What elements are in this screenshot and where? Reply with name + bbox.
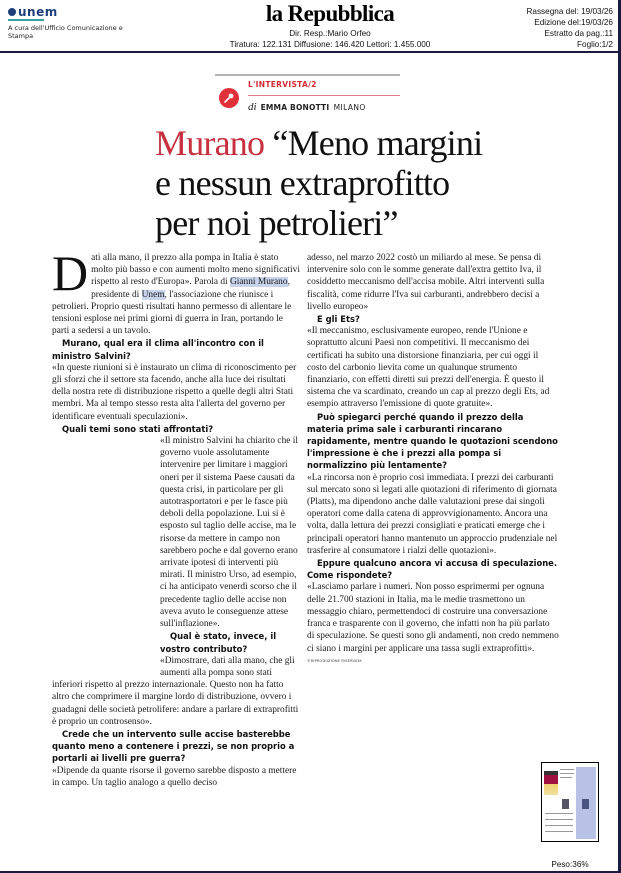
microphone-icon (219, 88, 239, 108)
article-rubric: L'INTERVISTA/2 (248, 80, 317, 89)
answer: adesso, nel marzo 2022 costò un miliardo al mese. Se pensa di intervenire solo con le somme generate dall'extra gettito Iva, il cosiddetto meccanismo dell'accisa mobile. Altri interventi sulla fiscalità, come ridurre l'Iva sui carburanti, andrebbero decisi a livello europeo» (307, 253, 545, 312)
thumb-photo (562, 799, 569, 809)
rubric-top-rule (215, 74, 400, 76)
question: Qual è stato, invece, il vostro contributo? (160, 631, 277, 654)
review-meta (527, 6, 614, 50)
circulation-line: Tiratura: 122.131 Diffusione: 146.420 Lettori: 1.455.000 (229, 40, 431, 49)
thumb-line (560, 769, 574, 770)
dateline-city: MILANO (333, 103, 366, 112)
thumb-ad-block (544, 775, 558, 795)
author-name: EMMA BONOTTI (260, 103, 330, 112)
copyright-notice: ©RIPRODUZIONE RISERVATA (307, 658, 362, 663)
question: Murano, qual era il clima all'incontro con il ministro Salvini? (52, 338, 264, 361)
lead-text: , l'associazione che riunisce i petrolieri. Proprio questi risultati hanno permesso di allentare le tensioni esplose nei primi giorni di guerra in Iran, portando le parti a sedersi a un tavolo. (52, 289, 292, 337)
article-column-2 (307, 252, 559, 667)
byline (248, 101, 366, 113)
lead-paragraph (52, 245, 302, 337)
thumb-line (545, 825, 573, 826)
microphone-glyph (223, 92, 235, 104)
question: Crede che un intervento sulle accise basterebbe quanto meno a contenere i prezzi, se non proprio a portarli ai livelli pre guerra? (52, 728, 295, 764)
review-date: Rassegna del: 19/03/26 (526, 7, 613, 16)
thumb-line (545, 831, 573, 832)
press-review-header (0, 0, 621, 53)
answer: «Il ministro Salvini ha chiarito che il governo vuole assolutamente intervenire per limitare i maggiori oneri per il sistema Paese causati da questa crisi, in particolare per gli autotrasportatori e per le fasce più deboli della popolazione. Lui si è esposto sul taglio delle accise, ma le risorse da mettere in campo non sarebbero poche e dal governo erano arrivate ipotesi di interventi più mirati. Il ministro Urso, ad esempio, ci ha anticipato venerdì scorso che il precedente taglio delle accise non aveva avuto le conseguenze attese sull'inflazione». (160, 436, 298, 630)
page-thumbnail[interactable] (541, 762, 599, 842)
answer: inferiori rispetto al prezzo internazionale. Questo non ha fatto altro che comprimere il margine lordo di distribuzione, ovvero i guadagni delle società petrolifere: andare a parlare di extraprofitti è proprio un controsenso». (52, 680, 299, 727)
byline-prefix: di (248, 101, 257, 113)
sheet-number: Foglio:1/2 (577, 40, 613, 49)
answer: «Dipende da quante risorse il governo sarebbe disposto a mettere in campo. Un taglio analogo a quello deciso (52, 765, 297, 788)
answer: «Il meccanismo, esclusivamente europeo, rende l'Unione e soprattutto alcuni Paesi non competitivi. Il meccanismo dei certificati ha subito una distorsione finanziaria, per cui oggi il costo del carbonio lievita come un qualunque strumento finanziario, con effetti diretti sui prezzi dell'energia. È questo il sistema che va scardinato, creando un cap al prezzo degli Ets, ad esempio attraverso l'emissione di quote gratuite». (307, 326, 550, 410)
article-weight: Peso:36% (551, 860, 589, 869)
thumb-line (545, 819, 573, 820)
question: Eppure qualcuno ancora vi accusa di speculazione. Come rispondete? (307, 558, 558, 581)
answer-text: «Lasciamo parlare i numeri. Non posso esprimermi per ognuna delle 21.700 stazioni in Italia, ma le medie trasmettono un messaggio chiaro, permettendoci di costruire una conversazione franca e trasparente con il governo, che infatti non ha più parlato di speculazione. Se questi sono gli andamenti, non credo nemmeno ci siano i margini per applicare una tassa sugli extraprofitti». (307, 582, 559, 654)
thumb-line (560, 777, 572, 778)
highlight-organization: Unem (141, 289, 165, 300)
edition-date: Edizione del:19/03/26 (534, 18, 613, 27)
question: E gli Ets? (317, 314, 360, 325)
headline-quote-3: per noi petrolieri” (155, 203, 398, 243)
thumb-line (560, 773, 574, 774)
newspaper-masthead: la Repubblica (265, 1, 395, 26)
thumb-line (545, 813, 573, 814)
logo-text: unem (18, 5, 58, 19)
logo-dot-icon (8, 8, 16, 16)
thumb-photo (582, 799, 589, 809)
headline-quote-1: “Meno margini (272, 123, 483, 163)
logo-caption: A cura dell'Ufficio Comunicazione e Stampa (8, 24, 123, 40)
headline-quote-2: e nessun extraprofitto (155, 163, 450, 203)
answer: «In queste riunioni si è instaurato un clima di riconoscimento per gli sforzi che il settore sta facendo, anche alla luce dei risultati della nostra rete di distribuzione rispetto a quelle degli altri Stati membri. Ma al tempo stesso resta alta l'allerta del governo per identificare eventuali speculazioni». (52, 362, 297, 422)
article-column-1 (52, 245, 302, 789)
answer (307, 581, 559, 666)
lead-text: ati alla mano, il prezzo alla pompa in Italia è stato molto più basso e con aumenti molto meno significativi rispetto al resto d'Europa». Parola di (91, 253, 300, 288)
director-line: Dir. Resp.:Mario Orfeo (289, 29, 371, 38)
logo-underline (8, 19, 44, 21)
question: Può spiegarci perché quando il prezzo della materia prima sale i carburanti rincarano rapidamente, mentre quando le quotazioni scendono l'impressione è che i prezzi alla pompa si normalizzino più lentamente? (307, 411, 558, 471)
answer: «La rincorsa non è proprio così immediata. I prezzi dei carburanti sul mercato sono sì legati alle quotazioni di riferimento di giornata (Platts), ma dipendono anche dalle valutazioni prese dai singoli operatori come dalla catena di approvvigionamento. Ancora una volta, dalla lettura dei prezzi consigliati e praticati emerge che i principali operatori hanno mantenuto un approccio prudenziale nel trasferire al consumatore i rialzi delle quotazioni». (307, 472, 558, 556)
dropcap: D (52, 245, 89, 301)
question: Quali temi sono stati affrontati? (62, 423, 214, 434)
unem-logo (8, 5, 58, 19)
rubric-rule (248, 95, 400, 96)
headline (155, 123, 485, 243)
answer: «Dimostrare, dati alla mano, che gli aumenti alla pompa sono stati (160, 655, 295, 678)
lead-text: , presidente di (91, 277, 290, 300)
headline-name: Murano (155, 123, 265, 163)
page-extract: Estratto da pag.:11 (544, 29, 613, 38)
highlight-person: Gianni Murano (230, 277, 288, 288)
